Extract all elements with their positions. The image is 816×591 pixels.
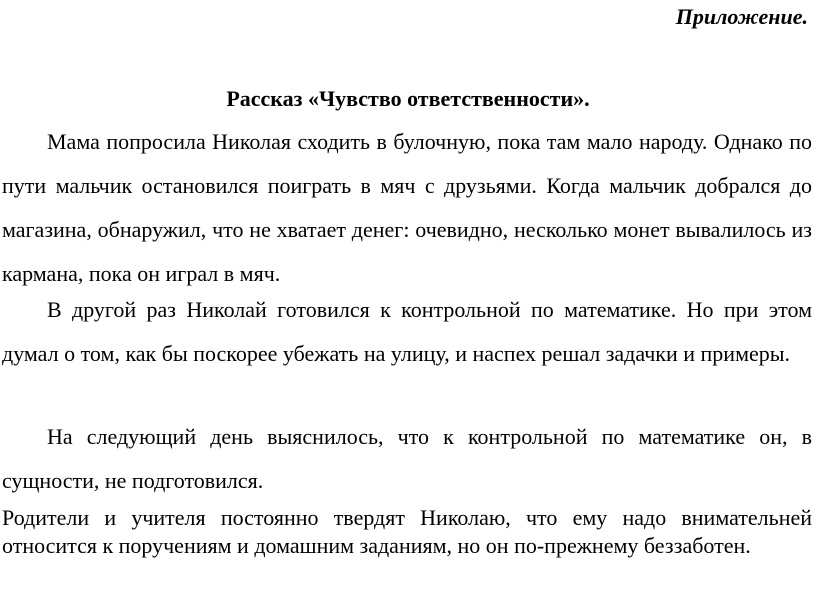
paragraph-3: На следующий день выяснилось, что к контрольной по математике он, в сущности, не подготовился. [2,424,812,493]
appendix-label: Приложение. [675,4,808,29]
paragraph-2: В другой раз Николай готовился к контрольной по математике. Но при этом думал о том, как бы поскорее убежать на улицу, и наспех решал задачки и примеры. [2,297,812,366]
story-title: Рассказ «Чувство ответственности». [226,86,590,111]
paragraph-1: Мама попросила Николая сходить в булочную, пока там мало народу. Однако по пути мальчик остановился поиграть в мяч с друзьями. Когда мальчик добрался до магазина, обнаружил, что не хватает денег: очевидно, несколько монет вывалилось из кармана, пока он играл в мяч. [2,129,812,286]
paragraph-4: Родители и учителя постоянно твердят Николаю, что ему надо внимательней относится к поручениям и домашним заданиям, но он по-прежнему беззаботен. [2,505,812,558]
